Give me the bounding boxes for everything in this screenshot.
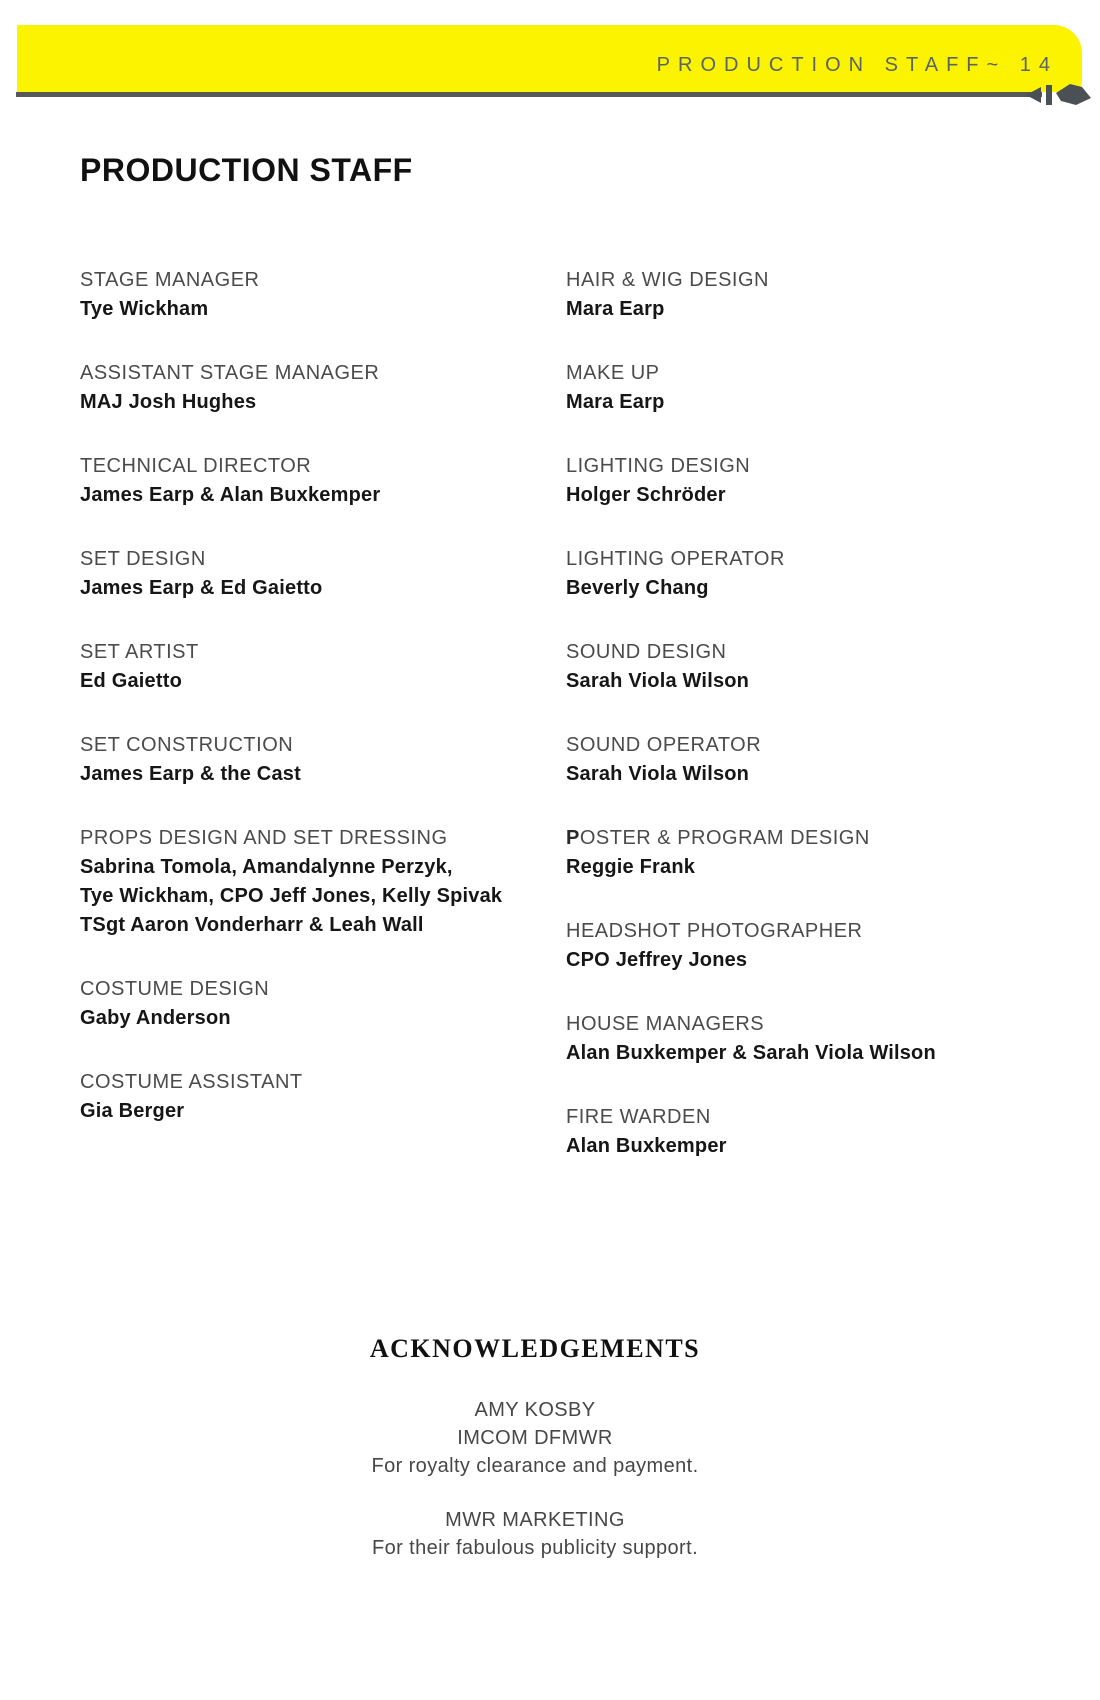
staff-role: LIGHTING DESIGN <box>566 455 751 477</box>
staff-entry <box>80 266 566 324</box>
acknowledgement-line: For royalty clearance and payment. <box>371 1455 699 1477</box>
staff-role-initial: P <box>566 827 580 849</box>
staff-role: HAIR & WIG DESIGN <box>566 269 769 291</box>
staff-role: SET ARTIST <box>80 641 199 663</box>
staff-entry <box>566 824 1030 882</box>
staff-entry <box>566 917 1030 975</box>
staff-column-right <box>566 266 1030 1196</box>
staff-name: Sarah Viola Wilson <box>566 670 750 692</box>
staff-role: COSTUME ASSISTANT <box>80 1071 303 1093</box>
staff-role: ASSISTANT STAGE MANAGER <box>80 362 380 384</box>
staff-role: FIRE WARDEN <box>566 1106 711 1128</box>
staff-entry <box>80 452 566 510</box>
staff-name: Mara Earp <box>566 391 665 413</box>
acknowledgement-line: AMY KOSBY <box>474 1399 596 1421</box>
staff-name: MAJ Josh Hughes <box>80 391 257 413</box>
staff-role: COSTUME DESIGN <box>80 978 270 1000</box>
staff-entry <box>566 731 1030 789</box>
staff-name: Mara Earp <box>566 298 665 320</box>
staff-role: SOUND OPERATOR <box>566 734 762 756</box>
acknowledgement-group <box>0 1506 1070 1562</box>
staff-name: Tye Wickham, CPO Jeff Jones, Kelly Spivak <box>80 885 503 907</box>
acknowledgement-group <box>0 1396 1070 1480</box>
staff-entry <box>566 638 1030 696</box>
staff-role: SET CONSTRUCTION <box>80 734 294 756</box>
staff-role: MAKE UP <box>566 362 660 384</box>
staff-name: Ed Gaietto <box>80 670 183 692</box>
paintbrush-ornament-icon <box>1020 81 1094 109</box>
staff-name: Tye Wickham <box>80 298 209 320</box>
staff-role: TECHNICAL DIRECTOR <box>80 455 312 477</box>
staff-entry <box>566 1103 1030 1161</box>
staff-entry <box>566 545 1030 603</box>
acknowledgement-line: For their fabulous publicity support. <box>371 1537 699 1559</box>
staff-name: CPO Jeffrey Jones <box>566 949 748 971</box>
acknowledgement-line: MWR MARKETING <box>445 1509 625 1531</box>
staff-name: TSgt Aaron Vonderharr & Leah Wall <box>80 914 424 936</box>
staff-name: Beverly Chang <box>566 577 709 599</box>
staff-entry <box>566 452 1030 510</box>
staff-name: James Earp & Ed Gaietto <box>80 577 323 599</box>
staff-entry <box>80 731 566 789</box>
staff-entry <box>80 1068 566 1126</box>
acknowledgements-groups <box>0 1396 1070 1562</box>
staff-name: Alan Buxkemper & Sarah Viola Wilson <box>566 1042 936 1064</box>
staff-entry <box>80 545 566 603</box>
staff-entry <box>80 975 566 1033</box>
staff-name: Alan Buxkemper <box>566 1135 727 1157</box>
staff-name: Sabrina Tomola, Amandalynne Perzyk, <box>80 856 453 878</box>
acknowledgement-line: IMCOM DFMWR <box>457 1427 613 1449</box>
staff-column-left <box>80 266 566 1196</box>
staff-role: SET DESIGN <box>80 548 206 570</box>
staff-entry <box>80 359 566 417</box>
staff-list <box>80 266 1030 1196</box>
staff-entry <box>566 1010 1030 1068</box>
staff-name: Gia Berger <box>80 1100 185 1122</box>
staff-name: James Earp & the Cast <box>80 763 301 785</box>
staff-entry <box>566 359 1030 417</box>
staff-entry <box>80 824 566 940</box>
staff-role: HEADSHOT PHOTOGRAPHER <box>566 920 863 942</box>
staff-role: POSTER & PROGRAM DESIGN <box>566 827 870 849</box>
staff-name: James Earp & Alan Buxkemper <box>80 484 381 506</box>
staff-role: PROPS DESIGN AND SET DRESSING <box>80 827 448 849</box>
staff-role: SOUND DESIGN <box>566 641 727 663</box>
staff-entry <box>80 638 566 696</box>
page-title: PRODUCTION STAFF <box>80 152 413 188</box>
header-rule <box>16 92 1042 97</box>
staff-role: HOUSE MANAGERS <box>566 1013 765 1035</box>
acknowledgements-section <box>0 1334 1070 1588</box>
staff-entry <box>566 266 1030 324</box>
staff-name: Sarah Viola Wilson <box>566 763 750 785</box>
staff-role: STAGE MANAGER <box>80 269 260 291</box>
staff-name: Gaby Anderson <box>80 1007 231 1029</box>
banner-title: PRODUCTION STAFF~ 14 <box>656 54 1058 76</box>
staff-name: Reggie Frank <box>566 856 696 878</box>
staff-role: LIGHTING OPERATOR <box>566 548 785 570</box>
staff-name: Holger Schröder <box>566 484 726 506</box>
acknowledgements-heading: ACKNOWLEDGEMENTS <box>369 1334 701 1363</box>
page-header-banner <box>17 25 1082 92</box>
